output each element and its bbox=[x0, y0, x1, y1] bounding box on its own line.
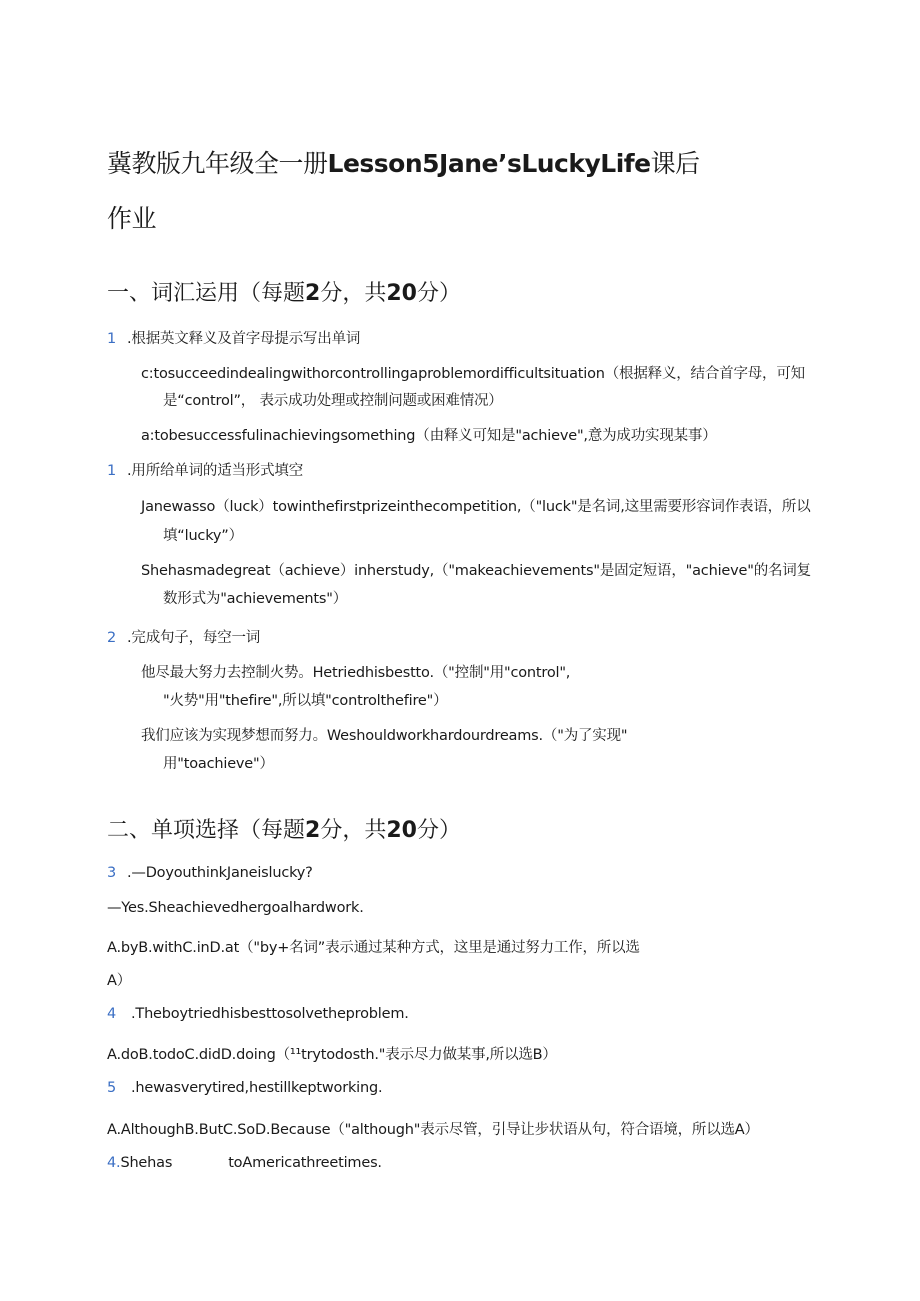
options-line: A.byB.withC.inD.at（"by+名词”表示通过某种方式，这里是通过努力工作，所以选 bbox=[107, 940, 640, 956]
question-2 bbox=[107, 459, 303, 480]
question-line: —Yes.Sheachievedhergoalhardwork. bbox=[107, 900, 364, 916]
answer-line: 数形式为"achievements"） bbox=[163, 591, 348, 607]
section-heading-vocabulary bbox=[107, 276, 461, 307]
heading-text: 分） bbox=[416, 818, 461, 843]
options-line: A） bbox=[107, 973, 132, 989]
heading-text: 分，共 bbox=[320, 818, 387, 843]
mc-question-5 bbox=[107, 1080, 382, 1096]
document-title-line2: 作业 bbox=[107, 204, 157, 233]
question-text: .Theboytriedhisbesttosolvetheproblem. bbox=[131, 1006, 409, 1022]
answer-line: "火势"用"thefire",所以填"controlthefire"） bbox=[163, 693, 448, 709]
answer-line: Janewasso（luck）towinthefirstprizeinthecompetition,（"luck"是名词,这里需要形容词作表语，所以 bbox=[141, 499, 811, 515]
question-number: 3 bbox=[107, 865, 117, 881]
heading-score: 2 bbox=[305, 281, 321, 306]
answer-line: a:tobesuccessfulinachievingsomething（由释义可知是"achieve",意为成功实现某事） bbox=[141, 428, 717, 444]
question-1 bbox=[107, 327, 360, 348]
heading-score: 2 bbox=[305, 818, 321, 843]
question-number: 1 bbox=[107, 463, 117, 479]
answer-line: 是“control”， 表示成功处理或控制问题或困难情况） bbox=[163, 393, 503, 409]
question-number: 2 bbox=[107, 630, 117, 646]
question-text: .完成句子，每空一词 bbox=[127, 630, 261, 646]
mc-question-4 bbox=[107, 1006, 409, 1022]
heading-text: 分） bbox=[416, 281, 461, 306]
options-line: A.AlthoughB.ButC.SoD.Because（"although"表示尽管，引导让步状语从句，符合语境，所以选A） bbox=[107, 1122, 759, 1138]
question-text: .—DoyouthinkJaneislucky? bbox=[127, 865, 313, 881]
answer-line: 用"toachieve"） bbox=[163, 756, 274, 772]
question-number: 1 bbox=[107, 331, 117, 347]
title-text-end: 课后 bbox=[650, 149, 700, 178]
answer-line: 他尽最大努力去控制火势。Hetriedhisbestto.（"控制"用"control", bbox=[141, 665, 571, 681]
options-line: A.doB.todoC.didD.doing（¹¹trytodosth."表示尽力做某事,所以选B） bbox=[107, 1047, 557, 1063]
document-title-line1 bbox=[107, 144, 700, 180]
mc-question-3 bbox=[107, 865, 313, 881]
answer-line: 我们应该为实现梦想而努力。Weshouldworkhardourdreams.（"为了实现" bbox=[141, 728, 628, 744]
title-text: 冀教版九年级全一册 bbox=[107, 149, 328, 178]
heading-text: 二、单项选择（每题 bbox=[107, 818, 306, 843]
question-number: 4. bbox=[107, 1155, 121, 1171]
question-number: 5 bbox=[107, 1080, 117, 1096]
question-text: Shehas bbox=[120, 1155, 173, 1171]
answer-line: 填“lucky”） bbox=[163, 528, 243, 544]
question-text: toAmericathreetimes. bbox=[228, 1155, 382, 1171]
question-3 bbox=[107, 626, 260, 647]
answer-line: Shehasmadegreat（achieve）inherstudy,（"makeachievements"是固定短语，"achieve"的名词复 bbox=[141, 563, 811, 579]
question-text: .根据英文释义及首字母提示写出单词 bbox=[127, 331, 361, 347]
question-text: .用所给单词的适当形式填空 bbox=[127, 463, 304, 479]
heading-total: 20 bbox=[386, 281, 417, 306]
title-lesson: Lesson5Jane’sLuckyLife bbox=[327, 149, 651, 178]
question-number: 4 bbox=[107, 1006, 117, 1022]
answer-line: c:tosucceedindealingwithorcontrollingaproblemordifficultsituation（根据释义，结合首字母，可知 bbox=[141, 366, 805, 382]
heading-text: 一、词汇运用（每题 bbox=[107, 281, 306, 306]
heading-total: 20 bbox=[386, 818, 417, 843]
section-heading-choice bbox=[107, 813, 461, 844]
question-text: .hewasverytired,hestillkeptworking. bbox=[131, 1080, 383, 1096]
mc-question-6 bbox=[107, 1155, 382, 1171]
heading-text: 分，共 bbox=[320, 281, 387, 306]
